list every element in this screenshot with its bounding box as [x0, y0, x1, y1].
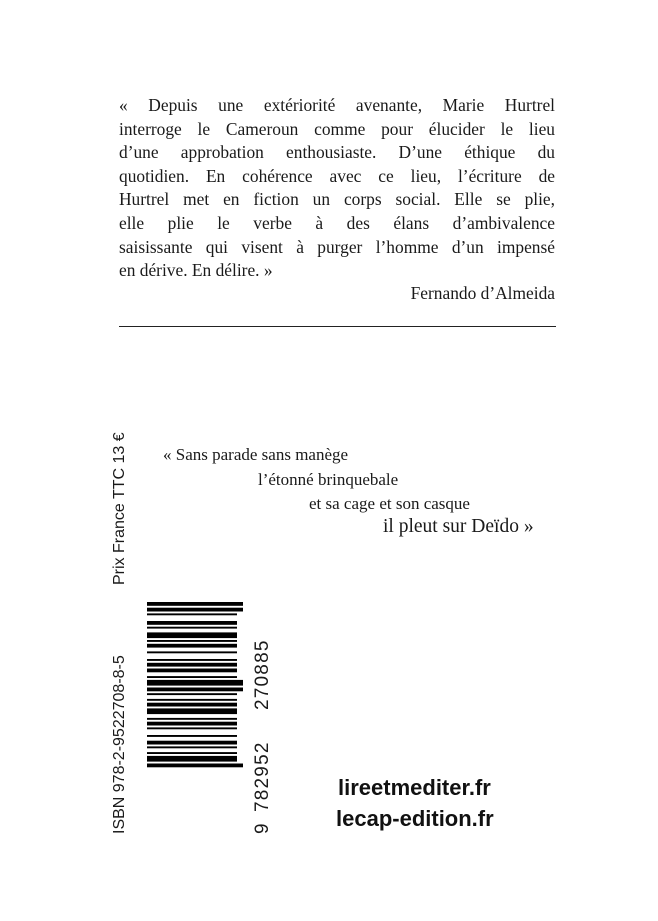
quote-line: d’une approbation enthousiaste. D’une éthique du	[119, 142, 555, 163]
barcode-bar	[147, 727, 237, 729]
barcode-bars	[147, 600, 244, 840]
quote-line: quotidien. En cohérence avec ce lieu, l’écriture de	[119, 165, 555, 186]
barcode-bar	[147, 699, 237, 701]
barcode-bar	[147, 659, 237, 661]
quote-line: « Depuis une extériorité avenante, Marie Hurtrel	[119, 95, 555, 115]
barcode-bar	[147, 608, 243, 612]
review-quote	[119, 94, 555, 283]
barcode-bar	[147, 764, 243, 768]
barcode-bar	[147, 735, 237, 737]
barcode-digit-group: 782952	[252, 741, 273, 812]
barcode-bar	[147, 708, 237, 714]
barcode-bar	[147, 676, 237, 678]
barcode-digits	[252, 639, 274, 834]
barcode-bar	[147, 752, 237, 754]
barcode-digit-group: 270885	[252, 639, 273, 710]
poem-line: il pleut sur Deïdo »	[383, 516, 534, 537]
quote-line: Hurtrel met en fiction un corps social. Elle se plie,	[119, 189, 555, 210]
barcode-bar	[147, 644, 237, 648]
website-link[interactable]: lecap-edition.fr	[336, 806, 494, 831]
barcode-bar	[147, 669, 237, 673]
quote-line: interroge le Cameroun comme pour élucider le lieu	[119, 118, 555, 139]
barcode-bar	[147, 693, 237, 695]
barcode-digit-first: 9	[252, 823, 273, 834]
price-label: Prix France TTC 13 €	[111, 432, 128, 585]
quote-author: Fernando d’Almeida	[410, 283, 555, 303]
barcode-bar	[147, 680, 243, 686]
barcode-bar	[147, 756, 237, 762]
barcode-bar	[147, 602, 243, 606]
barcode-bar	[147, 722, 237, 726]
barcode-bar	[147, 651, 237, 653]
poem-line: « Sans parade sans manège	[163, 445, 349, 464]
barcode-bar	[147, 640, 237, 642]
barcode-bar	[147, 627, 237, 629]
quote-line: en dérive. En délire. »	[119, 260, 273, 281]
barcode-bar	[147, 718, 237, 720]
barcode-bar	[147, 632, 237, 638]
barcode-bar	[147, 741, 237, 745]
divider	[119, 326, 556, 327]
barcode-bar	[147, 746, 237, 748]
barcode-bar	[147, 621, 237, 625]
barcode-bar	[147, 703, 237, 707]
poem-line: et sa cage et son casque	[309, 494, 470, 513]
quote-line: saisissante qui visent à purger l’homme d’un impensé	[119, 236, 555, 257]
quote-line: elle plie le verbe à des élans d’ambivalence	[119, 212, 555, 233]
barcode-bar	[147, 663, 237, 667]
barcode-bar	[147, 613, 237, 615]
isbn-barcode	[147, 600, 244, 840]
isbn-label: ISBN 978-2-9522708-8-5	[111, 655, 128, 834]
barcode-bar	[147, 688, 243, 692]
website-link[interactable]: lireetmediter.fr	[338, 775, 491, 800]
poem-line: l’étonné brinquebale	[258, 470, 399, 489]
